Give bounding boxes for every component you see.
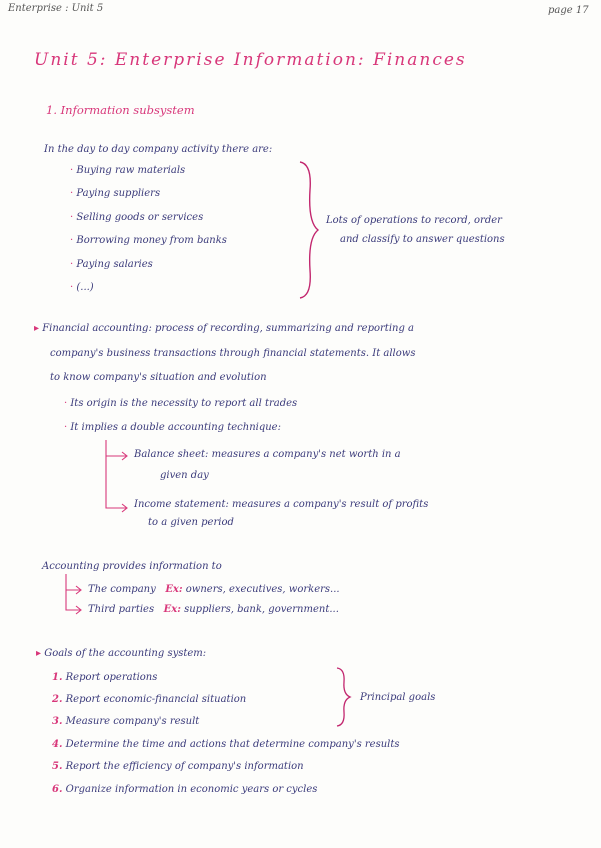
arrow-connector-icon [100, 440, 130, 524]
list-item: · Its origin is the necessity to report all trades [64, 398, 298, 409]
goal-item: 1. Report operations [52, 672, 158, 683]
balance-sheet-line: given day [160, 470, 209, 481]
goal-item: 6. Organize information in economic years or cycles [52, 784, 318, 795]
financial-accounting-line: company's business transactions through financial statements. It allows [50, 348, 416, 359]
activities-intro: In the day to day company activity there are: [44, 144, 273, 155]
list-item: · Selling goods or services [70, 212, 204, 223]
principal-goals-note: Principal goals [360, 692, 436, 703]
page-title: Unit 5: Enterprise Information: Finances [34, 50, 467, 70]
financial-accounting-line: to know company's situation and evolution [50, 372, 267, 383]
arrow-connector-icon [60, 574, 84, 618]
list-item: · Paying suppliers [70, 188, 161, 199]
goal-item: 3. Measure company's result [52, 716, 200, 727]
list-item: · Paying salaries [70, 259, 153, 270]
goal-item: 4. Determine the time and actions that determine company's results [52, 739, 400, 750]
income-statement-line: to a given period [148, 517, 234, 528]
goals-intro: ▸ Goals of the accounting system: [36, 648, 207, 659]
header-left: Enterprise : Unit 5 [8, 3, 104, 14]
section-heading: 1. Information subsystem [46, 103, 195, 117]
balance-sheet-line: Balance sheet: measures a company's net worth in a [134, 449, 401, 460]
list-item: · Borrowing money from banks [70, 235, 227, 246]
brace-note: and classify to answer questions [340, 234, 505, 245]
curly-brace-icon [334, 666, 354, 728]
list-item: · Buying raw materials [70, 165, 186, 176]
accounting-provides-intro: Accounting provides information to [42, 561, 222, 572]
provides-item: Third parties Ex: suppliers, bank, government... [88, 604, 339, 615]
financial-accounting-line: ▸ Financial accounting: process of recording, summarizing and reporting a [34, 323, 414, 334]
goal-item: 2. Report economic-financial situation [52, 694, 247, 705]
list-item: · It implies a double accounting technique: [64, 422, 281, 433]
provides-item: The company Ex: owners, executives, workers... [88, 584, 340, 595]
goal-item: 5. Report the efficiency of company's information [52, 761, 304, 772]
header-page-number: page 17 [548, 5, 589, 16]
income-statement-line: Income statement: measures a company's result of profits [134, 499, 429, 510]
curly-brace-icon [296, 160, 322, 300]
list-item: · (...) [70, 282, 94, 293]
brace-note: Lots of operations to record, order [326, 215, 502, 226]
